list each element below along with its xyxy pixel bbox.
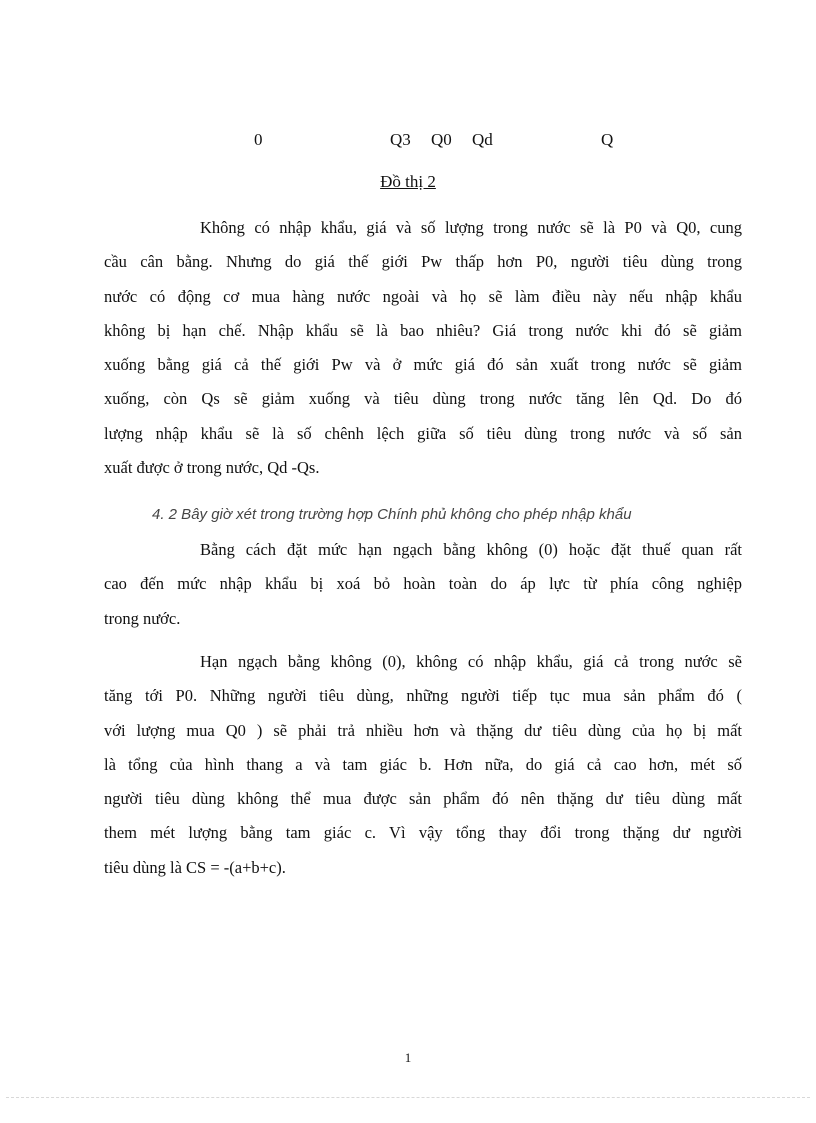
paragraph-line: lượng nhập khẩu sẽ là số chênh lệch giữa số tiêu dùng trong nước và số sản	[104, 423, 742, 443]
axis-label-q: Q	[601, 130, 614, 149]
paragraph-line: với lượng mua Q0 ) sẽ phải trả nhiều hơn và thặng dư tiêu dùng của họ bị mất	[104, 720, 742, 740]
graph-axis-labels	[0, 130, 816, 154]
axis-label-q0: Q0	[431, 130, 452, 149]
page-bottom-divider	[6, 1097, 810, 1098]
paragraph-line: là tổng của hình thang a và tam giác b. Hơn nữa, do giá cả cao hơn, mét số	[104, 754, 742, 774]
paragraph-line: tăng tới P0. Những người tiêu dùng, những người tiếp tục mua sản phẩm đó (	[104, 686, 742, 706]
paragraph-line: them mét lượng bằng tam giác c. Vì vậy tổng thay đổi trong thặng dư người	[104, 823, 742, 843]
page-number: 1	[404, 1050, 412, 1065]
paragraph-line: người tiêu dùng không thể mua được sản phẩm đó nên thặng dư tiêu dùng mất	[104, 789, 742, 809]
section-heading: 4. 2 Bây giờ xét trong trường hợp Chính phủ không cho phép nhập khẩu	[152, 506, 632, 523]
axis-label-qd: Qd	[472, 130, 493, 149]
paragraph-line: cao đến mức nhập khẩu bị xoá bỏ hoàn toàn do áp lực từ phía công nghiệp	[104, 574, 742, 594]
paragraph-zero-quota	[104, 645, 742, 885]
paragraph-quota-method	[104, 533, 742, 636]
paragraph-line: Hạn ngạch bằng không (0), không có nhập khẩu, giá cả trong nước sẽ	[200, 652, 742, 671]
figure-caption: Đồ thị 2	[380, 172, 436, 191]
paragraph-line: không bị hạn chế. Nhập khẩu sẽ là bao nhiêu? Giá trong nước khi đó sẽ giảm	[104, 320, 742, 340]
paragraph-line: Không có nhập khẩu, giá và số lượng trong nước sẽ là P0 và Q0, cung	[200, 218, 742, 237]
paragraph-line: nước có động cơ mua hàng nước ngoài và họ sẽ làm điều này nếu nhập khẩu	[104, 286, 742, 306]
paragraph-line: xuất được ở trong nước, Qd -Qs.	[104, 458, 320, 478]
paragraph-line: xuống, còn Qs sẽ giảm xuống và tiêu dùng trong nước tăng lên Qd. Do đó	[104, 389, 742, 409]
paragraph-line: trong nước.	[104, 608, 181, 628]
paragraph-no-imports	[104, 211, 742, 485]
paragraph-line: tiêu dùng là CS = -(a+b+c).	[104, 857, 286, 877]
paragraph-line: cầu cân bằng. Nhưng do giá thế giới Pw thấp hơn P0, người tiêu dùng trong	[104, 252, 742, 272]
axis-label-q3: Q3	[390, 130, 411, 149]
paragraph-line: xuống bằng giá cả thế giới Pw và ở mức giá đó sản xuất trong nước sẽ giảm	[104, 355, 742, 375]
paragraph-line: Bằng cách đặt mức hạn ngạch bằng không (0) hoặc đặt thuế quan rất	[200, 540, 742, 559]
axis-label-origin: 0	[254, 130, 263, 149]
